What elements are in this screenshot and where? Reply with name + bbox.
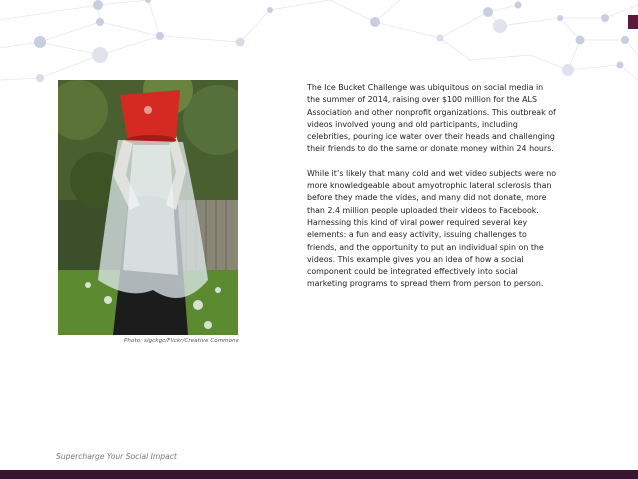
article-body: [307, 82, 557, 303]
corner-accent: [628, 15, 638, 29]
bottom-bar: [0, 470, 638, 479]
photo-caption: Photo: slgckgc/Flickr/Creative Commons: [124, 338, 239, 344]
footer-title: Supercharge Your Social Impact: [56, 452, 177, 461]
paragraph-viral-power: While it’s likely that many cold and wet video subjects were no more knowledgeable about amyotrophic lateral sclerosis than before they made the vides, and many did not donate, more than 2.4 million people uploaded their videos to Facebook. Harnessing this kind of viral power required several key elements: a fun and easy activity, issuing challenges to friends, and the opportunity to put an individual spin on the videos. This example gives you an idea of how a social component could be integrated effectively into social marketing programs to spread them from person to person.: [307, 168, 557, 289]
ice-bucket-photo: [58, 80, 238, 335]
paragraph-ice-bucket-intro: The Ice Bucket Challenge was ubiquitous on social media in the summer of 2014, raising over $100 million for the ALS Association and other nonprofit organizations. This outbreak of videos involved young and old participants, including celebrities, pouring ice water over their heads and challenging their friends to do the same or donate money within 24 hours.: [307, 83, 556, 154]
